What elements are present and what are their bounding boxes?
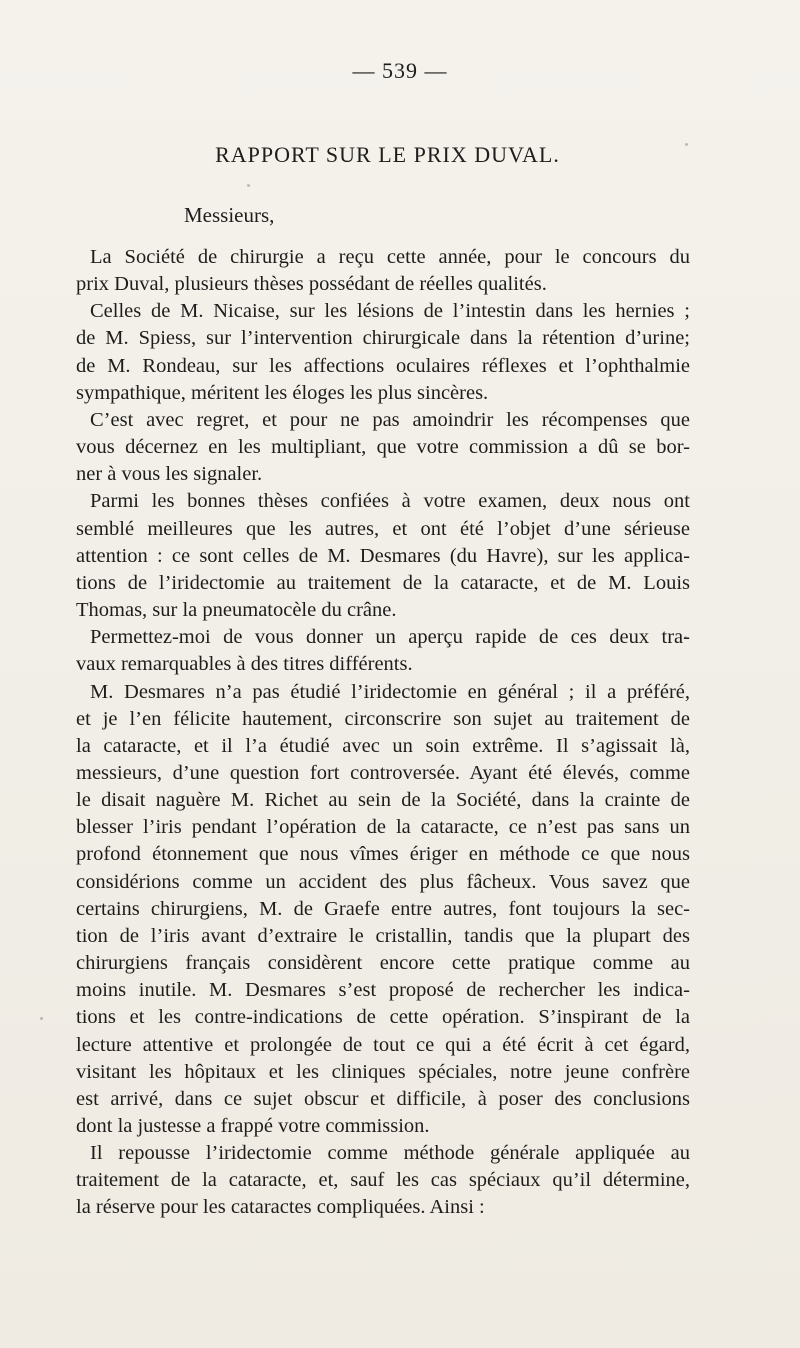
text-line: moins inutile. M. Desmares s’est proposé de rechercher les indica- — [76, 979, 690, 1002]
report-body — [76, 244, 690, 1222]
text-line: certains chirurgiens, M. de Graefe entre autres, font toujours la sec- — [76, 897, 690, 920]
text-line: attention : ce sont celles de M. Desmares (du Havre), sur les applica- — [76, 544, 690, 567]
page-title: RAPPORT SUR LE PRIX DUVAL. — [215, 142, 560, 167]
text-line: traitement de la cataracte, et, sauf les cas spéciaux qu’il détermine, — [76, 1169, 690, 1192]
text-line: M. Desmares n’a pas étudié l’iridectomie en général ; il a préféré, — [90, 680, 690, 703]
salutation: Messieurs, — [184, 203, 275, 227]
text-line: la cataracte, et il l’a étudié avec un soin extrême. Il s’agissait là, — [76, 734, 690, 757]
text-line: profond étonnement que nous vîmes ériger en méthode ce que nous — [76, 843, 690, 866]
text-line: Il repousse l’iridectomie comme méthode générale appliquée au — [90, 1142, 690, 1165]
paper-speck — [247, 184, 250, 187]
text-line: sympathique, méritent les éloges les plus sincères. — [76, 381, 489, 404]
text-line: de M. Spiess, sur l’intervention chirurgicale dans la rétention d’urine; — [76, 327, 690, 350]
text-line: et je l’en félicite hautement, circonscrire son sujet au traitement de — [76, 707, 690, 730]
text-line: Celles de M. Nicaise, sur les lésions de l’intestin dans les hernies ; — [90, 300, 690, 323]
text-line: vaux remarquables à des titres différents. — [76, 653, 413, 676]
text-line: blesser l’iris pendant l’opération de la cataracte, ce n’est pas sans un — [76, 816, 690, 839]
text-line: visitant les hôpitaux et les cliniques spéciales, notre jeune confrère — [76, 1060, 690, 1083]
page-number: — 539 — — [352, 58, 448, 83]
text-line: tion de l’iris avant d’extraire le cristallin, tandis que la plupart des — [76, 924, 690, 947]
text-line: tions de l’iridectomie au traitement de la cataracte, et de M. Louis — [76, 571, 690, 594]
text-line: ner à vous les signaler. — [76, 463, 263, 486]
text-line: prix Duval, plusieurs thèses possédant de réelles qualités. — [76, 273, 547, 296]
text-line: dont la justesse a frappé votre commission. — [76, 1115, 430, 1137]
text-line: Permettez-moi de vous donner un aperçu rapide de ces deux tra- — [90, 626, 690, 649]
text-line: vous décernez en les multipliant, que votre commission a dû se bor- — [76, 436, 690, 459]
text-line: chirurgiens français considèrent encore cette pratique comme au — [76, 952, 690, 975]
text-line: lecture attentive et prolongée de tout ce qui a été écrit à cet égard, — [76, 1033, 690, 1056]
text-line: la réserve pour les cataractes compliquées. Ainsi : — [76, 1196, 485, 1219]
text-line: considérions comme un accident des plus fâcheux. Vous savez que — [76, 870, 690, 893]
paper-speck — [40, 1017, 43, 1020]
text-line: messieurs, d’une question fort controversée. Ayant été élevés, comme — [76, 761, 690, 784]
text-line: semblé meilleures que les autres, et ont été l’objet d’une sérieuse — [76, 517, 690, 540]
text-line: tions et les contre-indications de cette opération. S’inspirant de la — [76, 1006, 690, 1029]
text-line: est arrivé, dans ce sujet obscur et difficile, à poser des conclusions — [76, 1087, 690, 1110]
text-line: de M. Rondeau, sur les affections oculaires réflexes et l’ophthalmie — [76, 354, 690, 377]
text-line: Parmi les bonnes thèses confiées à votre examen, deux nous ont — [90, 490, 690, 513]
text-line: La Société de chirurgie a reçu cette année, pour le concours du — [90, 246, 690, 268]
text-line: Thomas, sur la pneumatocèle du crâne. — [76, 599, 397, 622]
text-line: C’est avec regret, et pour ne pas amoindrir les récompenses que — [90, 408, 690, 431]
text-line: le disait naguère M. Richet au sein de la Société, dans la crainte de — [76, 789, 690, 812]
